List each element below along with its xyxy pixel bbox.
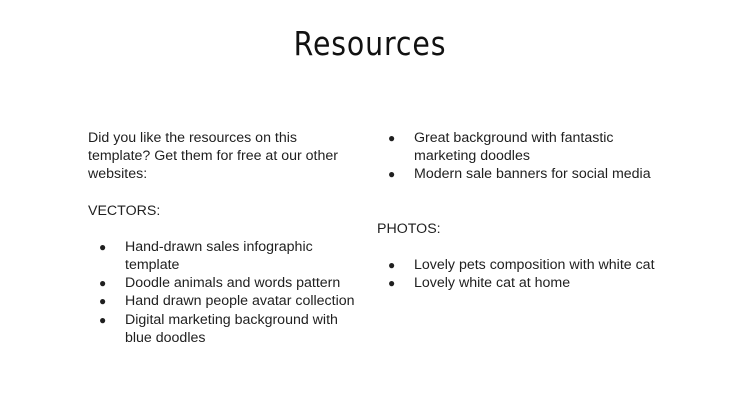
- vector-item[interactable]: [88, 292, 358, 310]
- vector-item[interactable]: [88, 311, 358, 347]
- link-text[interactable]: Hand-drawn sales infographic template: [125, 238, 313, 274]
- vectors-list: [88, 238, 358, 347]
- spacer: [88, 184, 358, 202]
- photos-label: PHOTOS:: [377, 220, 441, 237]
- spacer: [88, 220, 358, 238]
- bullet-icon: ●: [99, 239, 107, 254]
- left-column: [88, 129, 358, 347]
- link-text[interactable]: Digital marketing background with blue doodles: [125, 311, 338, 346]
- bullet-icon: ●: [388, 167, 396, 182]
- bullet-icon: ●: [99, 294, 107, 309]
- vector-item[interactable]: [88, 238, 358, 274]
- slide-title: Resources: [293, 24, 447, 63]
- right-column: [377, 129, 657, 292]
- bullet-icon: ●: [99, 312, 107, 327]
- link-text[interactable]: Hand drawn people avatar collection: [125, 293, 355, 310]
- vector-item[interactable]: [377, 165, 657, 183]
- vector-item[interactable]: [377, 129, 657, 165]
- spacer: [377, 238, 657, 256]
- bullet-icon: ●: [388, 131, 396, 145]
- bullet-icon: ●: [388, 257, 396, 272]
- intro-text: Did you like the resources on this template? Get them for free at our other websites:: [88, 130, 338, 183]
- link-text[interactable]: Doodle animals and words pattern: [125, 275, 341, 292]
- spacer: [377, 184, 657, 220]
- photo-item[interactable]: [377, 256, 657, 274]
- link-text[interactable]: Great background with fantastic marketing doodles: [414, 130, 614, 165]
- vector-item[interactable]: [88, 274, 358, 292]
- vectors-list-continued: [377, 129, 657, 184]
- photo-item[interactable]: [377, 274, 657, 292]
- link-text[interactable]: Modern sale banners for social media: [414, 166, 651, 183]
- bullet-icon: ●: [388, 276, 396, 291]
- link-text[interactable]: Lovely pets composition with white cat: [414, 256, 655, 273]
- bullet-icon: ●: [99, 276, 107, 291]
- vectors-label: VECTORS:: [88, 202, 161, 219]
- link-text[interactable]: Lovely white cat at home: [414, 275, 571, 292]
- photos-list: [377, 256, 657, 292]
